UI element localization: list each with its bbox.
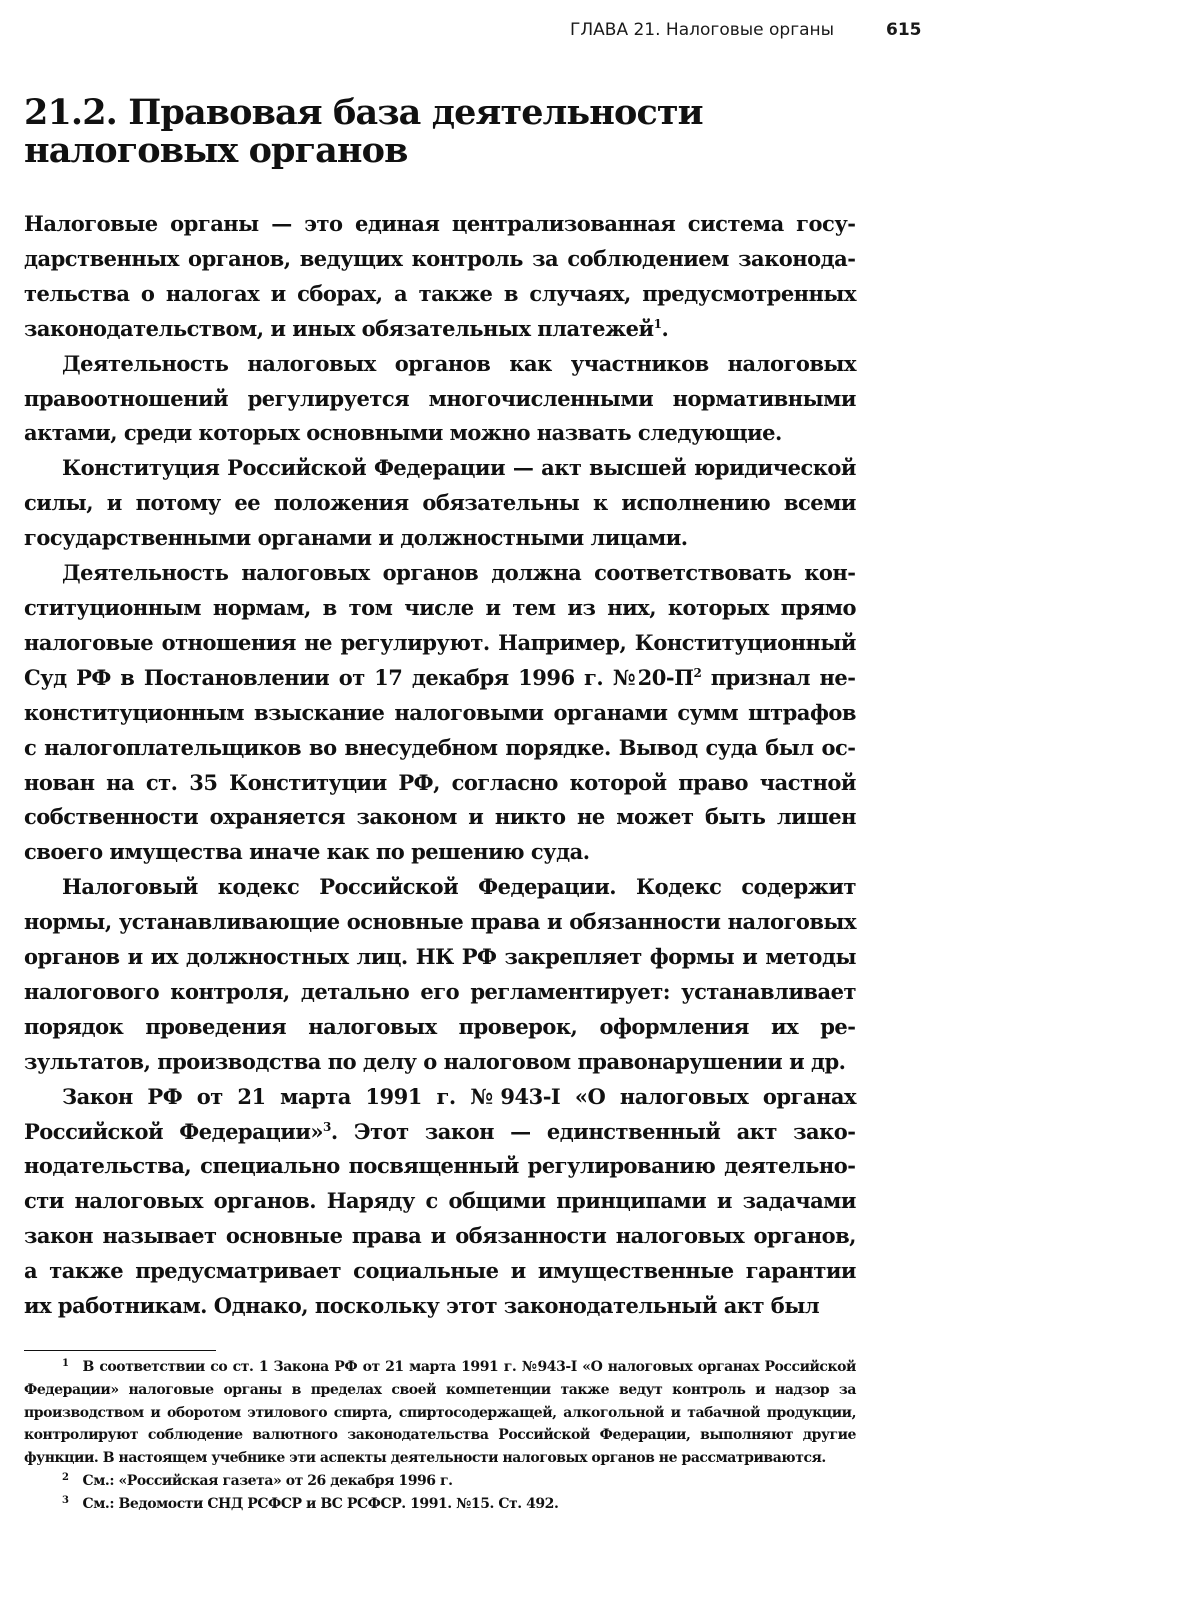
paragraph-tax-code — [24, 870, 856, 1079]
running-header — [570, 20, 950, 40]
paragraph-lead: Налоговый кодекс Российской Федерации. — [62, 874, 617, 900]
paragraph-text: Налоговые органы — это единая централизованная система государственных органов, ведущих контроль за соблюдением законодательства о налогах и сборах, а также в случаях, предусмотренных законодательством, и иных обязательных платежей — [24, 211, 856, 341]
section-title-line-2: налоговых органов — [24, 130, 408, 171]
footnote-ref-1: 1 — [653, 316, 662, 331]
paragraph-text: Деятельность налоговых органов должна соответствовать конституционным нормам, в том числе и тем из них, которых прямо налоговые отношения не регулируют. Например, Конституционный Суд РФ в Постановлении от 17 декабря 1996 г. №20-П — [24, 560, 856, 690]
section-title — [24, 94, 784, 170]
footnote-divider — [24, 1350, 216, 1351]
page-number: 615 — [886, 20, 922, 40]
paragraph-end: . — [661, 315, 669, 341]
paragraph-constitutional-norms — [24, 556, 856, 870]
footnote-mark: 3 — [62, 1494, 69, 1506]
footnotes — [24, 1356, 856, 1516]
footnote-text: См.: Ведомости СНД РСФСР и ВС РСФСР. 1991. №15. Ст. 492. — [82, 1495, 559, 1512]
paragraph-text: Кодекс содержит нормы, устанавливающие основные права и обязанности налоговых органов и их должностных лиц. НК РФ закрепляет формы и методы налогового контроля, детально его регламентирует: устанавливает порядок проведения налоговых проверок, оформления их результатов, производства по делу о налоговом правонарушении и др. — [24, 874, 856, 1074]
section-title-line-1: 21.2. Правовая база деятельности — [24, 92, 703, 133]
footnote-ref-3: 3 — [323, 1119, 331, 1134]
paragraph-text: признал неконституционным взыскание налоговыми органами сумм штрафов с налогоплательщиков во внесудебном порядке. Вывод суда был основан на ст. 35 Конституции РФ, согласно которой право частной собственности охраняется законом и никто не может быть лишен своего имущества иначе как по решению суда. — [24, 664, 856, 865]
paragraph-text: Деятельность налоговых органов как участников налоговых правоотношений регулируется многочисленными нормативными актами, среди которых основными можно назвать следующие. — [24, 350, 856, 446]
footnote-3 — [24, 1493, 856, 1516]
footnote-mark: 2 — [62, 1471, 69, 1483]
paragraph-law-943 — [24, 1080, 856, 1324]
body-text — [24, 207, 856, 1324]
footnote-text: См.: «Российская газета» от 26 декабря 1996 г. — [82, 1472, 453, 1489]
paragraph-constitution — [24, 451, 856, 556]
paragraph-lead: Закон РФ от 21 марта 1991 г. №943-I «О налоговых органах Российской Федерации» — [24, 1083, 856, 1144]
footnote-2 — [24, 1470, 856, 1493]
paragraph-text: — акт высшей юридической силы, и потому ее положения обязательны к исполнению всеми государственными органами и должностными лицами. — [24, 455, 856, 551]
paragraph-lead: Конституция Российской Федерации — [62, 455, 506, 481]
footnote-ref-2: 2 — [693, 665, 702, 680]
footnote-1 — [24, 1356, 856, 1470]
footnote-text: В соответствии со ст. 1 Закона РФ от 21 марта 1991 г. №943-I «О налоговых органах Российской Федерации» налоговые органы в пределах своей компетенции также ведут контроль и надзор за производством и оборотом этилового спирта, спиртосодержащей, алкогольной и табачной продукции, контролируют соблюдение валютного законодательства Российской Федерации, выполняют другие функции. В настоящем учебнике эти аспекты деятельности налоговых органов не рассматриваются. — [24, 1359, 856, 1467]
footnote-mark: 1 — [62, 1358, 69, 1369]
paragraph-text: . Этот закон — единственный акт законодательства, специально посвященный регулированию деятельности налоговых органов. Наряду с общими принципами и задачами закон называет основные права и обязанности налоговых органов, а также предусматривает социальные и имущественные гарантии их работникам. Однако, поскольку этот законодательный акт был — [24, 1118, 856, 1319]
paragraph-regulation — [24, 347, 856, 452]
paragraph-definition — [24, 207, 856, 347]
running-title: ГЛАВА 21. Налоговые органы — [570, 20, 835, 40]
